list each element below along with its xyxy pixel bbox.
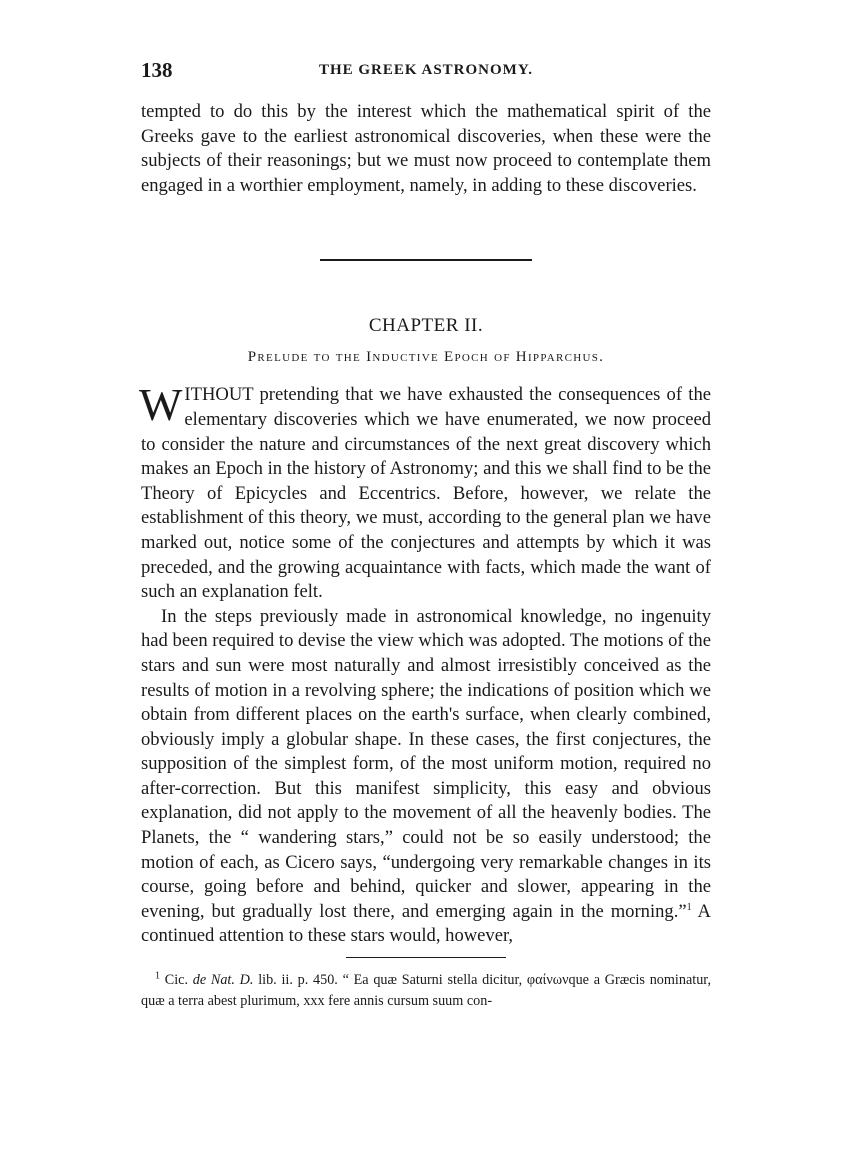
chapter-heading: CHAPTER II. <box>368 315 484 337</box>
first-paragraph-text: ITHOUT pretending that we have exhausted the consequences of the elementary discoveries which we have enumerated, we now proceed to consider the nature and circumstances of the next great discovery which makes an Epoch in the history of Astronomy; and this we shall find to be the Theory of Epicycles and Eccentrics. Before, however, we relate the establishment of this theory, we must, according to the general plan we have marked out, notice some of the conjectures and attempts by which it was preceded, and the growing acquaintance with facts, which made the want of such an explanation felt. <box>141 384 711 603</box>
footnote-prefix: Cic. <box>160 972 193 989</box>
opening-paragraph: tempted to do this by the interest which the mathematical spirit of the Greeks gave to the earliest astronomical discoveries, when these were the subjects of their reasonings; but we must now proceed to contemplate them engaged in a worthier employment, namely, in adding to these discoveries. <box>141 101 711 196</box>
footnote <box>141 970 711 1012</box>
footnote-text: lib. ii. p. 450. “ Ea quæ Saturni stella dicitur, φαίνωνque a Græcis nominatur, quæ a terra abest plurimum, xxx fere annis cursum suum con- <box>141 972 711 1010</box>
footnote-marker: 1 <box>155 970 160 982</box>
second-paragraph-tail: A continued attention to these stars would, however, <box>141 900 711 947</box>
running-head <box>141 56 711 90</box>
second-paragraph-text: In the steps previously made in astronomical knowledge, no ingenuity had been required to devise the view which was adopted. The motions of the stars and sun were most naturally and almost irresistibly conceived as the results of motion in a revolving sphere; the indications of position which we obtain from different places on the earth's surface, when clearly combined, obviously imply a globular shape. In these cases, the first conjectures, the supposition of the simplest form, of the most uniform motion, required no after-correction. But this manifest simplicity, this easy and obvious explanation, did not apply to the movement of all the heavenly bodies. The Planets, the “ wandering stars,” could not be so easily understood; the motion of each, as Cicero says, “undergoing very remarkable changes in its course, going before and behind, quicker and slower, appearing in the evening, but gradually lost there, and emerging again in the morning.” <box>141 605 711 922</box>
chapter-first-paragraph <box>139 379 711 604</box>
chapter-subtitle: Prelude to the Inductive Epoch of Hipparchus. <box>247 349 605 366</box>
second-paragraph <box>141 605 711 949</box>
book-page <box>141 56 711 1012</box>
footnote-work-title: de Nat. D. <box>192 972 254 989</box>
footnote-rule <box>346 957 506 958</box>
drop-cap: W <box>139 379 183 431</box>
running-title: THE GREEK ASTRONOMY. <box>318 62 534 78</box>
section-divider-rule <box>320 259 532 261</box>
page-number: 138 <box>141 58 173 82</box>
footnote-reference: 1 <box>686 901 692 913</box>
